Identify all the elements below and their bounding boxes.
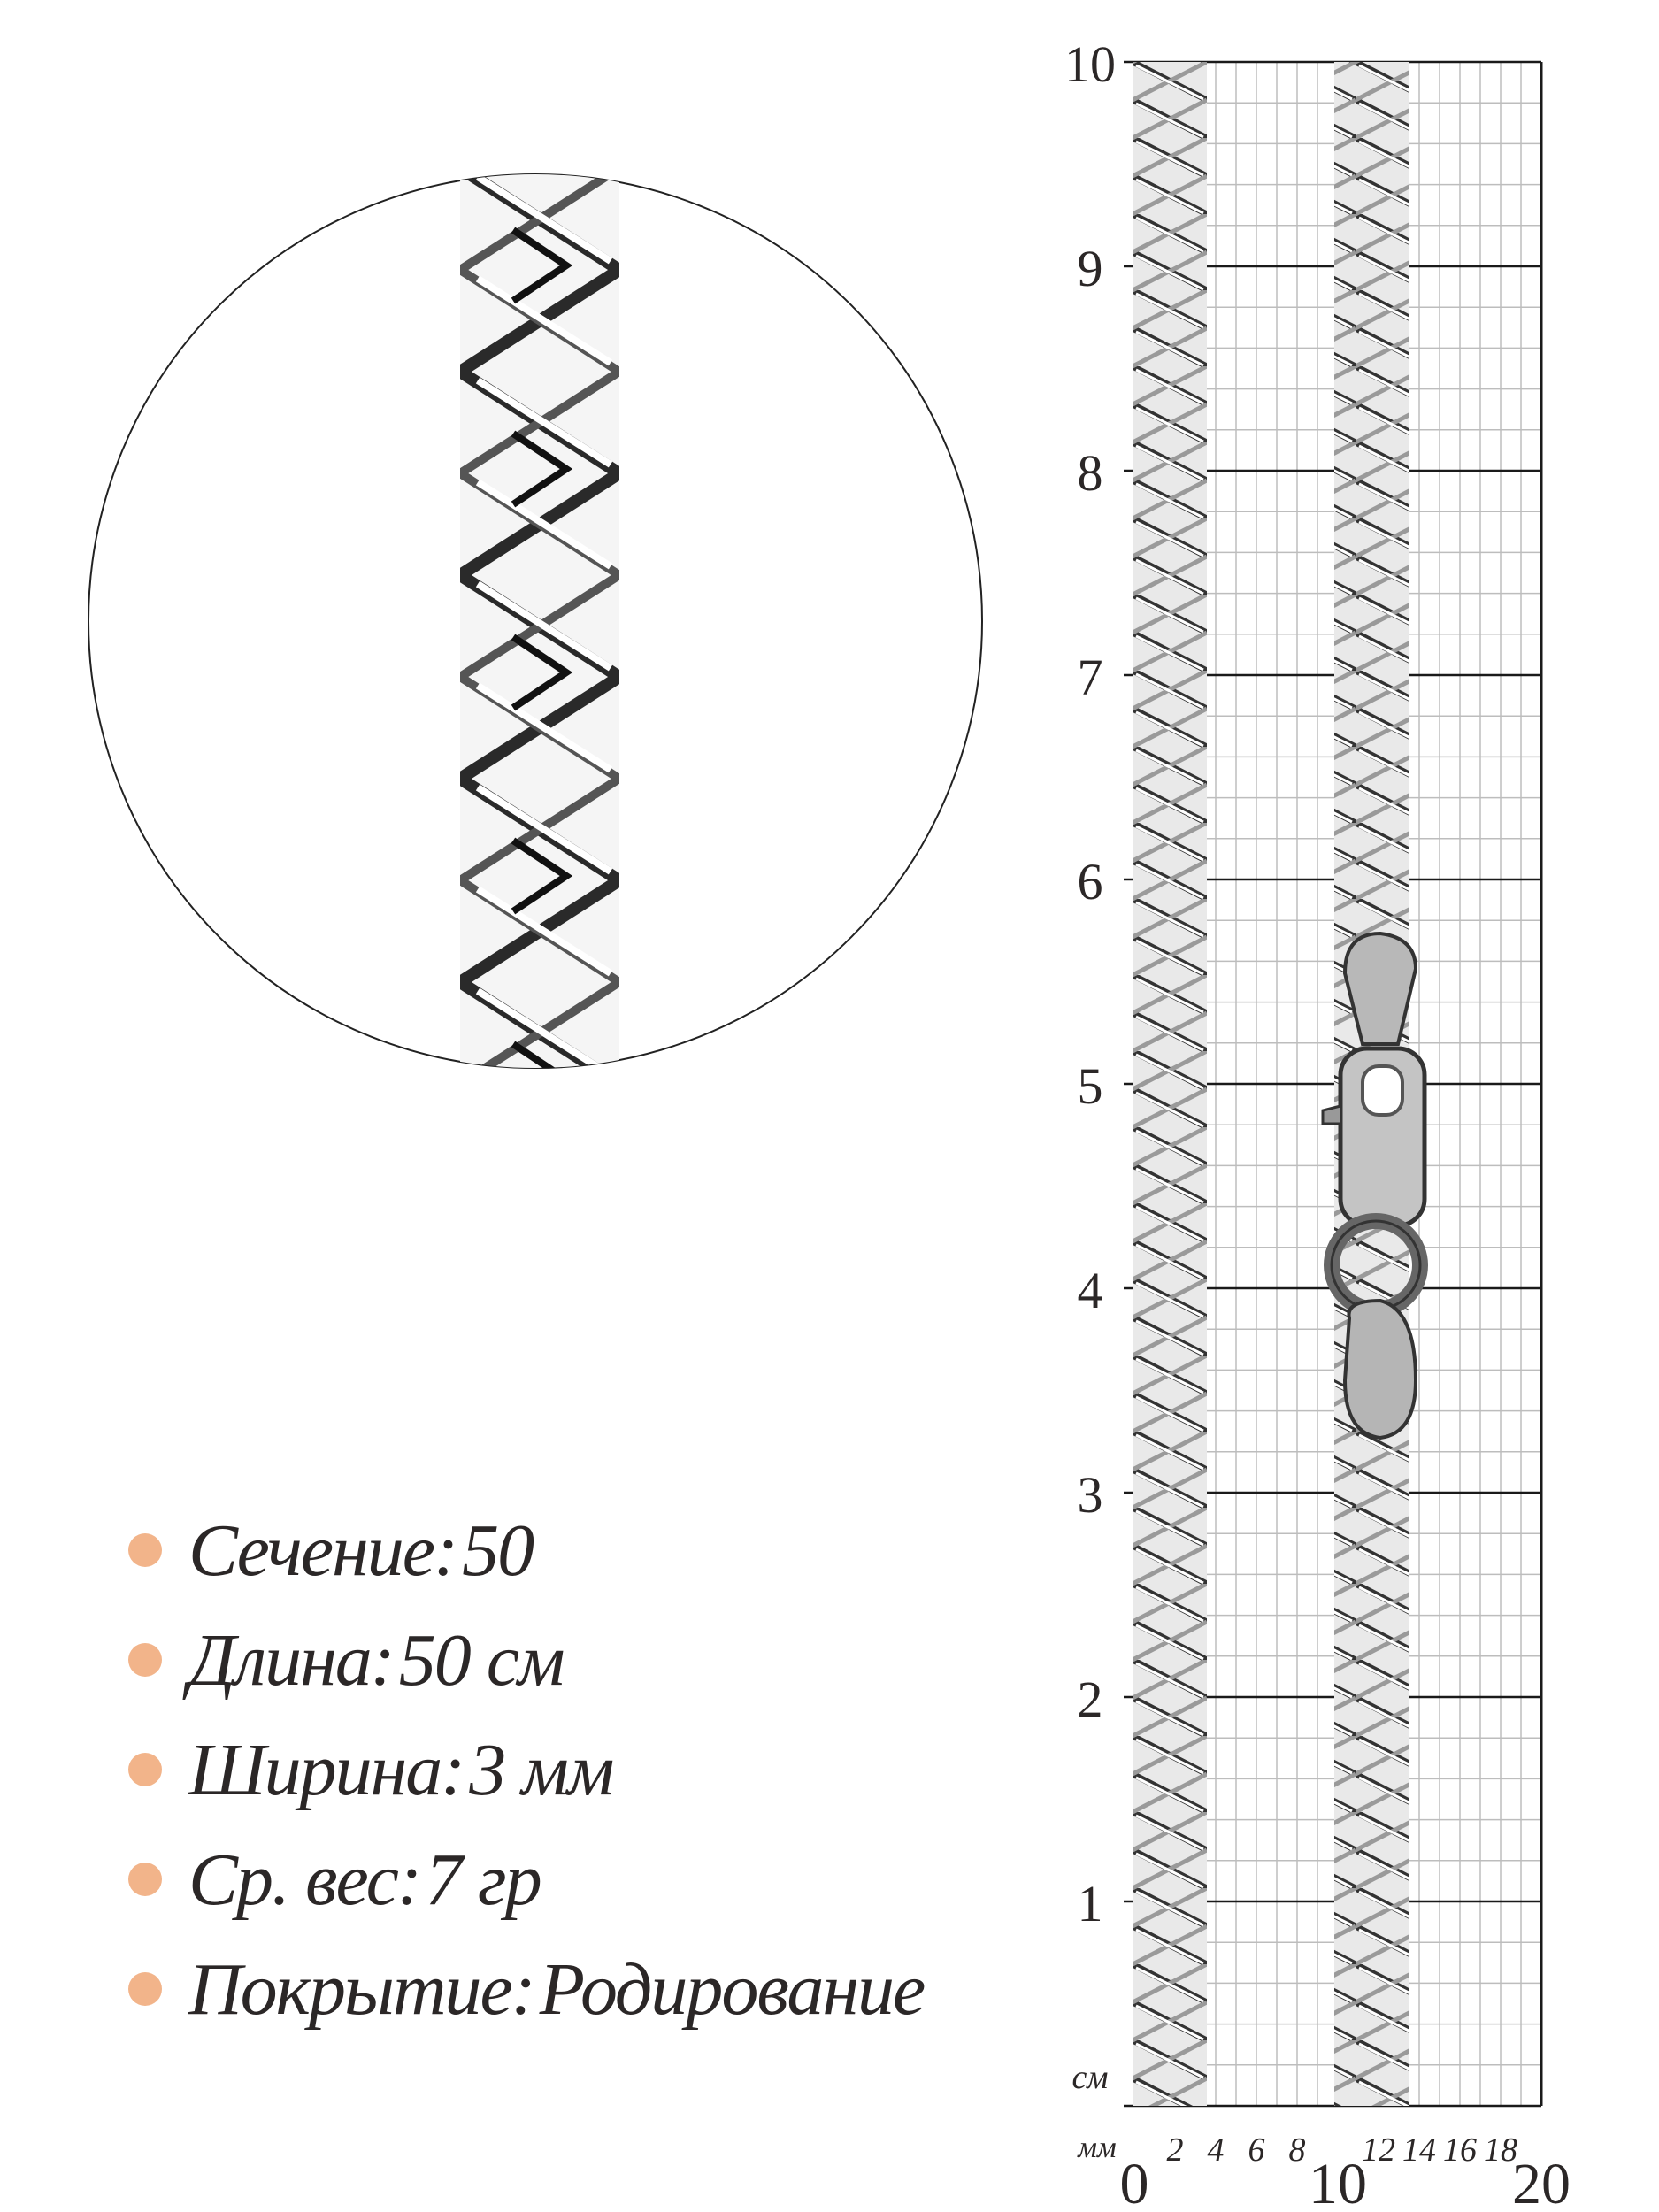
bullet-icon — [128, 1863, 162, 1896]
ruler-tick-label: 16 — [1443, 2131, 1477, 2169]
ruler-tick-label: 12 — [1362, 2131, 1395, 2169]
spec-value: 7 гр — [425, 1838, 541, 1921]
bullet-icon — [128, 1753, 162, 1786]
spec-label: Покрытие: — [188, 1947, 534, 2031]
zoom-circle — [88, 168, 982, 1079]
ruler-tick-label: 2 — [1077, 1671, 1103, 1728]
ruler-tick-label: 4 — [1207, 2131, 1225, 2169]
spec-length — [128, 1605, 995, 1715]
ruler-tick-label: 5 — [1077, 1057, 1103, 1115]
ruler-tick-label: 4 — [1077, 1262, 1103, 1319]
bullet-icon — [128, 1533, 162, 1567]
spec-label: Длина: — [188, 1618, 394, 1701]
spec-label: Ширина: — [188, 1728, 465, 1811]
spec-value: 50 см — [398, 1618, 564, 1701]
spec-list — [128, 1495, 995, 2044]
spec-weight — [128, 1824, 995, 1934]
ruler-tick-label: 9 — [1077, 240, 1103, 297]
ruler-tick-label: 1 — [1077, 1875, 1103, 1932]
ruler-tick-label: 3 — [1077, 1466, 1103, 1524]
spec-cross-section — [128, 1495, 995, 1605]
bullet-icon — [128, 1972, 162, 2006]
ruler-tick-label-major: 10 — [1309, 2152, 1367, 2212]
ruler-tick-label: 7 — [1077, 649, 1103, 706]
bullet-icon — [128, 1643, 162, 1677]
ruler-tick-label: 14 — [1402, 2131, 1436, 2169]
spec-value: 50 — [462, 1509, 534, 1592]
ruler-tick-label-major: 20 — [1512, 2152, 1571, 2212]
spec-value: Родирование — [539, 1947, 925, 2031]
spec-coating — [128, 1934, 995, 2044]
ruler-tick-label: 2 — [1166, 2131, 1184, 2169]
ruler-tick-label: 8 — [1288, 2131, 1306, 2169]
spec-width — [128, 1715, 995, 1824]
ruler-tick-label: 6 — [1077, 853, 1103, 910]
ruler-tick-label: 18 — [1484, 2131, 1517, 2169]
ruler-unit-mm: мм — [1078, 2131, 1117, 2164]
ruler-tick-label-major: 0 — [1119, 2152, 1149, 2212]
ruler-tick-label: 6 — [1248, 2131, 1265, 2169]
ruler-unit-cm: см — [1071, 2059, 1109, 2096]
spec-label: Сечение: — [188, 1509, 457, 1592]
chain-left — [1133, 62, 1207, 2106]
ruler-tick-label: 10 — [1064, 35, 1116, 93]
ruler-tick-label: 8 — [1077, 444, 1103, 502]
spec-value: 3 мм — [469, 1728, 613, 1811]
spec-label: Ср. вес: — [188, 1838, 420, 1921]
